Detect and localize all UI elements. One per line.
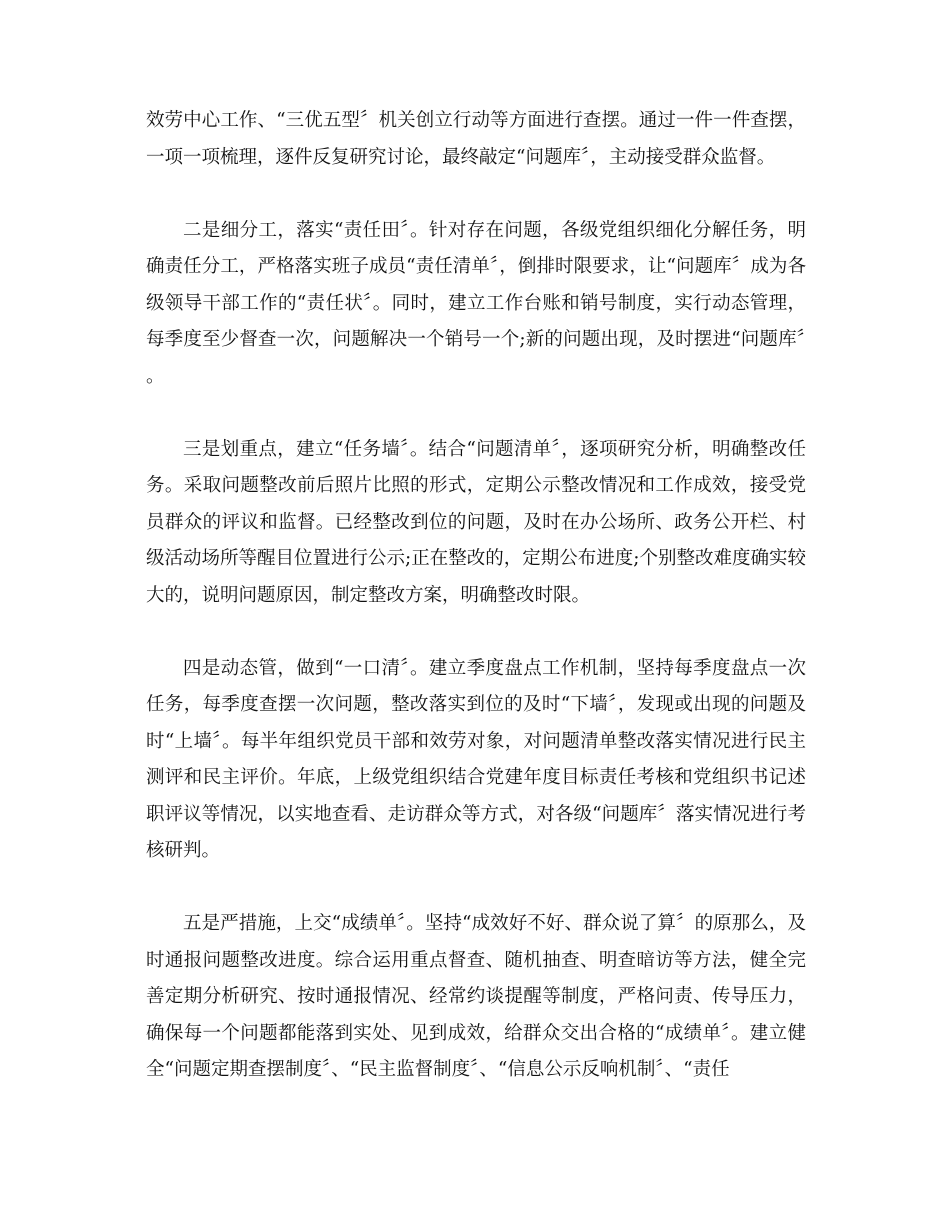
paragraph-point-two: 二是细分工，落实“责任田〞。针对存在问题，各级党组织细化分解任务，明确责任分工，严格落实班子成员“责任清单〞，倒排时限要求，让“问题库〞成为各级领导干部工作的“责任状〞。同时，建立工作台账和销号制度，实行动态管理，每季度至少督查一次，问题解决一个销号一个;新的问题出现，及时摆进“问题库〞。	[146, 219, 806, 387]
paragraph-point-four: 四是动态管，做到“一口清〞。建立季度盘点工作机制，坚持每季度盘点一次任务，每季度查摆一次问题，整改落实到位的及时“下墙〞，发现或出现的问题及时“上墙〞。每半年组织党员干部和效劳对象，对问题清单整改落实情况进行民主测评和民主评价。年底，上级党组织结合党建年度目标责任考核和党组织书记述职评议等情况，以实地查看、走访群众等方式，对各级“问题库〞落实情况进行考核研判。	[146, 657, 806, 861]
paragraph-point-three: 三是划重点，建立“任务墙〞。结合“问题清单〞，逐项研究分析，明确整改任务。采取问题整改前后照片比照的形式，定期公示整改情况和工作成效，接受党员群众的评议和监督。已经整改到位的问题，及时在办公场所、政务公开栏、村级活动场所等醒目位置进行公示;正在整改的，定期公布进度;个别整改难度确实较大的，说明问题原因，制定整改方案，明确整改时限。	[146, 438, 806, 606]
paragraph-point-five: 五是严措施，上交“成绩单〞。坚持“成效好不好、群众说了算〞的原那么，及时通报问题整改进度。综合运用重点督查、随机抽查、明查暗访等方法，健全完善定期分析研究、按时通报情况、经常约谈提醒等制度，严格问责、传导压力，确保每一个问题都能落到实处、见到成效，给群众交出合格的“成绩单〞。建立健全“问题定期查摆制度〞、“民主监督制度〞、“信息公示反响机制〞、“责任	[146, 913, 806, 1080]
document-body	[146, 103, 806, 1125]
paragraph-continued: 效劳中心工作、“三优五型〞机关创立行动等方面进行查摆。通过一件一件查摆，一项一项梳理，逐件反复研究讨论，最终敲定“问题库〞，主动接受群众监督。	[146, 110, 806, 168]
